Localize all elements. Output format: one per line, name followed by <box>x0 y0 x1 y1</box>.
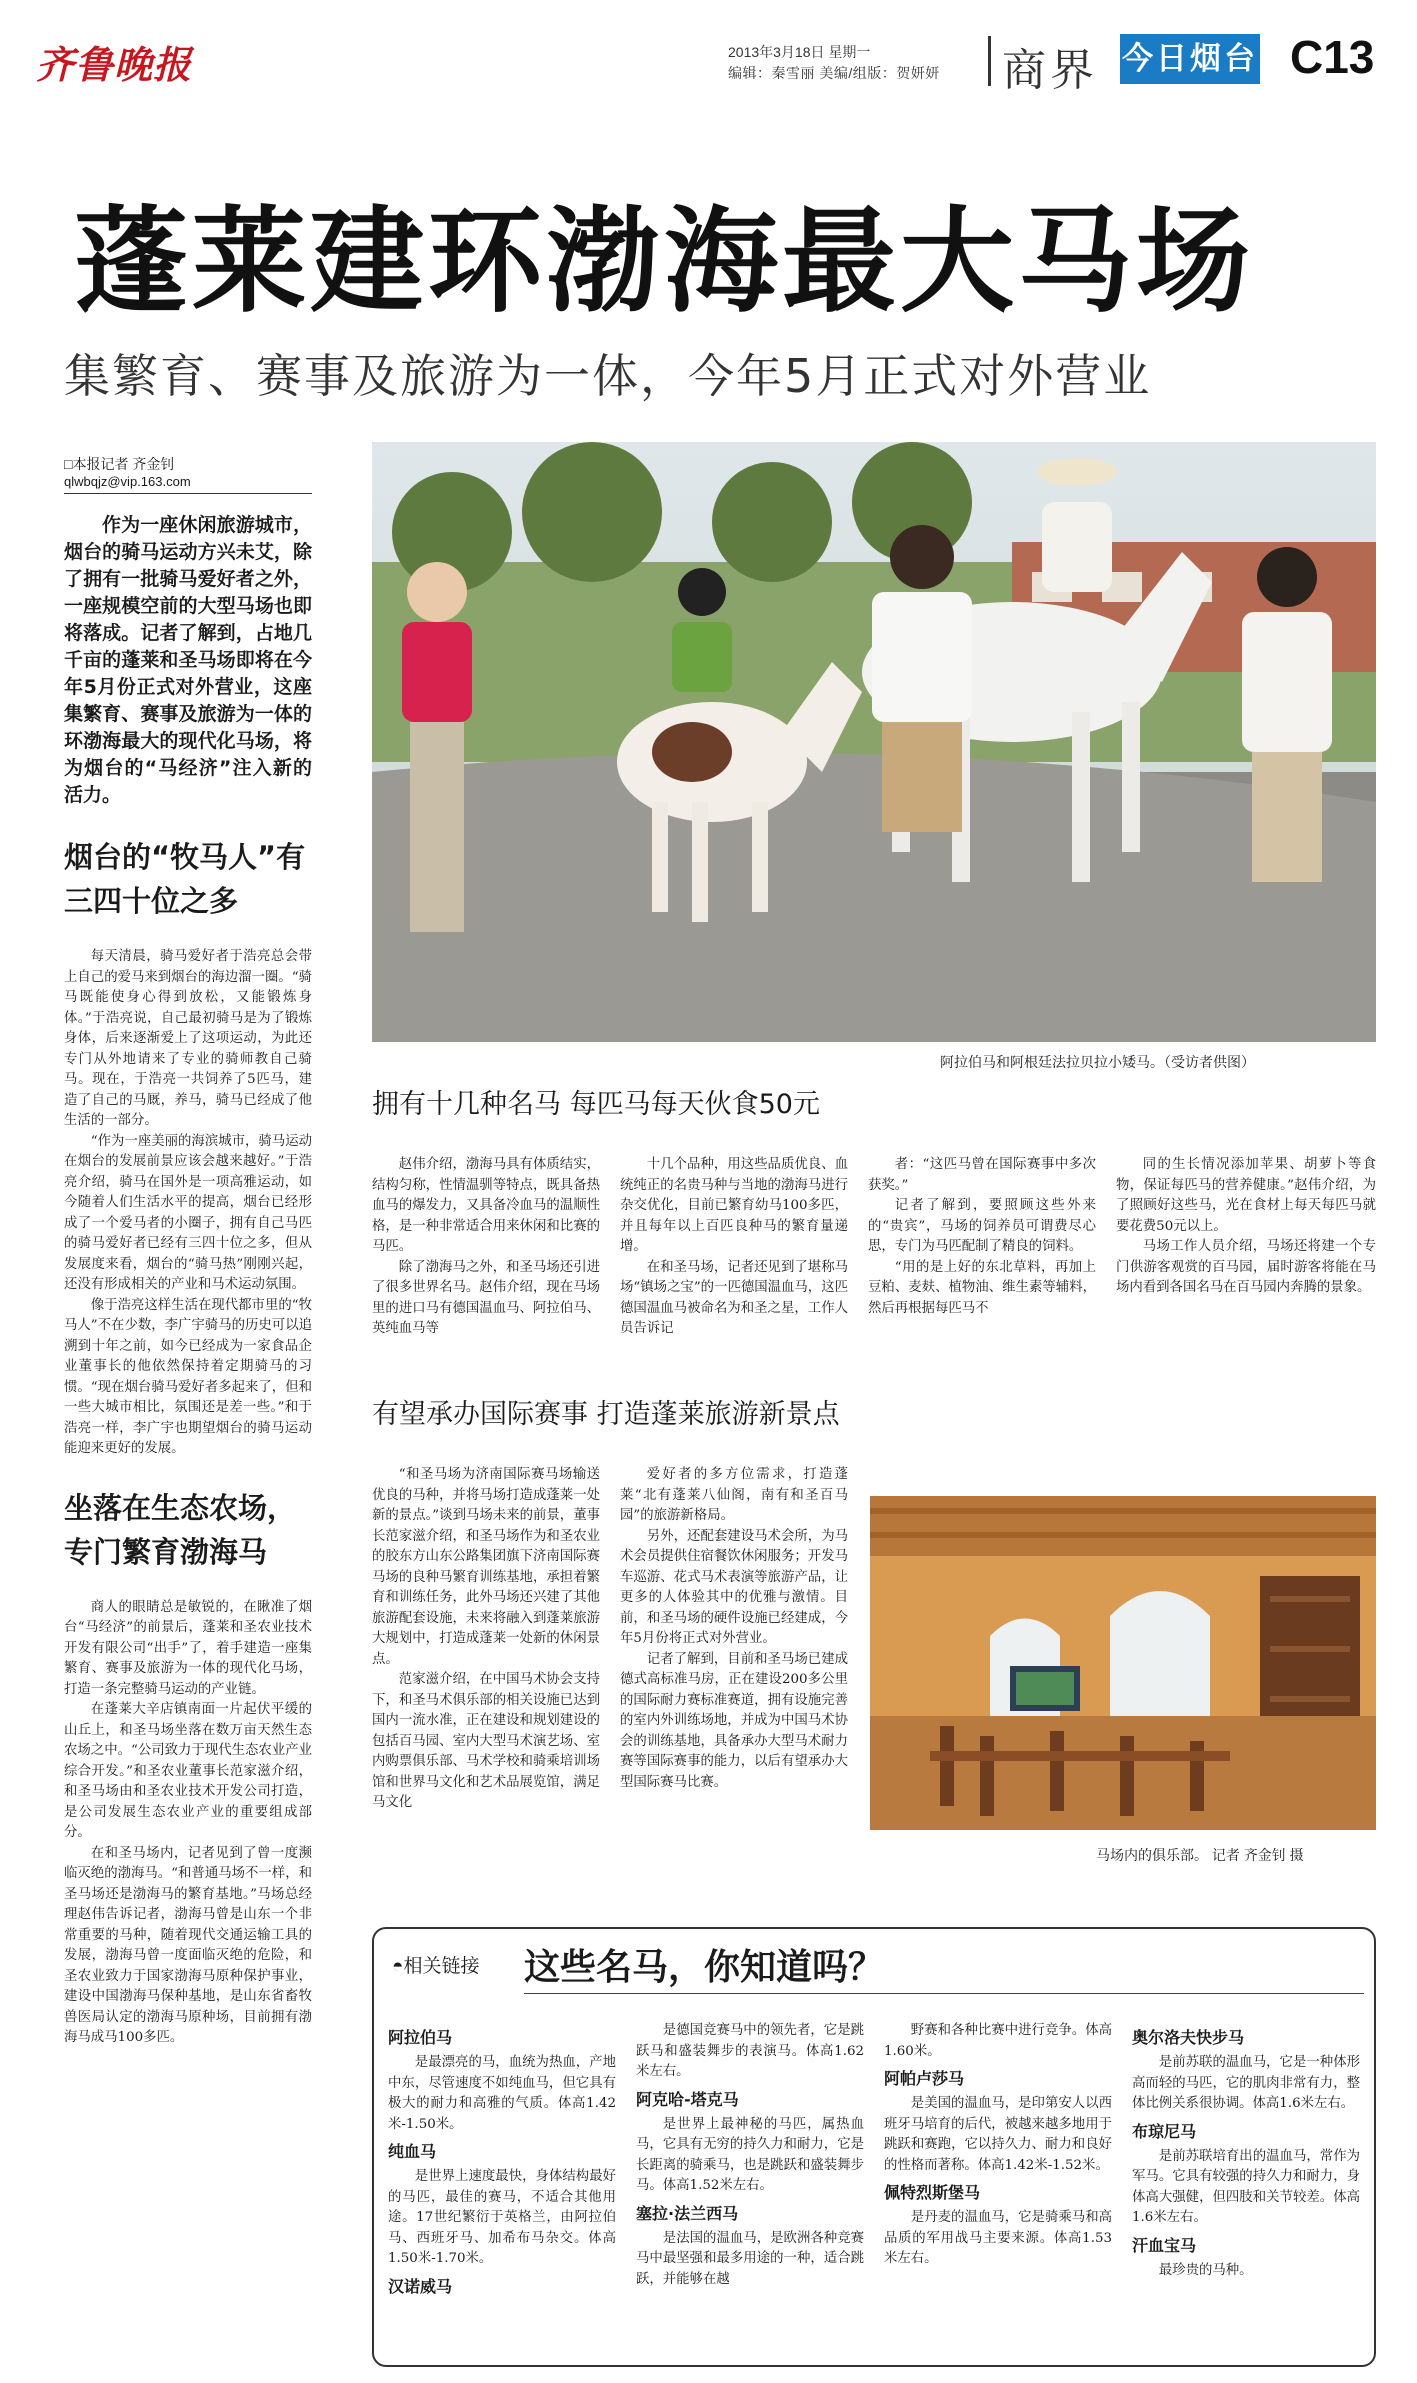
club-photo-illustration <box>870 1496 1376 1830</box>
section1-paragraph: “作为一座美丽的海滨城市，骑马运动在烟台的发展前景应该会越来越好。”于浩亮介绍，骑马在国外是一项高雅运动，如今随着人们生活水平的提高，烟台已经形成了一个爱马者的小圈子，拥有自己马匹的骑马爱好者已经有三四十位之多，但从发展度来看，烟台的“骑马热”刚刚兴起，还没有形成相关的产业和马术运动氛围。 <box>64 1133 312 1292</box>
section1-title: 烟台的“牧马人”有三四十位之多 <box>64 840 306 918</box>
mid2-col-1 <box>372 1465 600 1814</box>
horse-breed-description: 最珍贵的马种。 <box>1158 2262 1253 2278</box>
club-photo <box>870 1496 1376 1830</box>
box-col-3 <box>884 2021 1112 2270</box>
byline-text: 本报记者 齐金钊 <box>72 456 175 472</box>
mid1-paragraph: 同的生长情况添加苹果、胡萝卜等食物，保证每匹马的营养健康。”赵伟介绍，为了照顾好这些马，光在食材上每天每匹马就要花费50元以上。 <box>1116 1157 1376 1234</box>
byline: □本报记者 齐金钊 <box>64 456 175 472</box>
box-rule <box>524 1993 1364 1994</box>
horse-breed-name: 汗血宝马 <box>1132 2235 1197 2255</box>
mid1-paragraph: 在和圣马场，记者还见到了堪称马场“镇场之宝”的一匹德国温血马，这匹德国温血马被命名为和圣之星，工作人员告诉记 <box>620 1259 848 1336</box>
mid2-paragraph: 记者了解到，目前和圣马场已建成德式高标准马房，正在建设200多公里的国际耐力赛标准赛道，拥有设施完善的室内外训练场地，并成为中国马术协会的训练基地，具备承办大型马术耐力赛等国际赛事的能力，以后有望承办大型国际赛马比赛。 <box>620 1651 848 1790</box>
mid2-paragraph: 范家滋介绍，在中国马术协会支持下，和圣马术俱乐部的相关设施已达到国内一流水准，正在建设和规划建设的包括百马园、室内大型马术演艺场、室内购票俱乐部、马术学校和骑乘培训场馆和世界马文化和艺术品展览馆，满足马文化 <box>372 1672 600 1810</box>
horse-breed-description: 是世界上速度最快，身体结构最好的马匹，最佳的赛马，不适合其他用途。17世纪繁衍于英格兰，由阿拉伯马、西班牙马、加希布马杂交。体高1.50米-1.70米。 <box>388 2169 616 2266</box>
page-number: C13 <box>1290 31 1375 83</box>
photo2-caption: 马场内的俱乐部。 记者 齐金钊 摄 <box>1096 1847 1304 1863</box>
horse-photo-illustration <box>372 442 1376 1042</box>
horse-breed-description: 是法国的温血马，是欧洲各种竞赛马中最坚强和最多用途的一种，适合跳跃，并能够在越 <box>636 2230 864 2287</box>
horse-breed-name: 阿克哈-塔克马 <box>636 2089 739 2109</box>
section2-body <box>64 1598 312 2049</box>
mid1-paragraph: 者：“这匹马曾在国际赛事中多次获奖。” <box>868 1157 1096 1193</box>
reporter-email: qlwbqjz@vip.163.com <box>64 474 312 494</box>
horse-breed-name: 佩特烈斯堡马 <box>884 2183 981 2202</box>
mid1-col-1 <box>372 1155 600 1340</box>
section1-paragraph: 像于浩亮这样生活在现代都市里的“牧马人”不在少数，李广宇骑马的历史可以追溯到十年之前，如今已经成为一家食品企业董事长的他依然保持着定期骑马的习惯。“现在烟台骑马爱好者多起来了，但和一些大城市相比，氛围还是差一些。”和于浩亮一样，李广宇也期望烟台的骑马运动能迎来更好的发展。 <box>64 1297 312 1456</box>
subheadline: 集繁育、赛事及旅游为一体，今年5月正式对外营业 <box>64 349 1152 403</box>
newspaper-logo: 齐鲁晚报 <box>36 42 193 87</box>
link-icon: ◓ <box>392 1956 404 1977</box>
headline: 蓬莱建环渤海最大马场 <box>74 195 1255 328</box>
horse-breed-name: 汉诺威马 <box>388 2276 453 2296</box>
horse-breed-description: 是世界上最神秘的马匹，属热血马，它具有无穷的持久力和耐力，它是长距离的骑乘马，也是跳跃和盛装舞步马。体高1.52米左右。 <box>636 2116 864 2193</box>
date-block <box>728 42 940 84</box>
horse-breed-name: 塞拉·法兰西马 <box>636 2203 739 2223</box>
horse-breed-description: 是前苏联培育出的温血马，常作为军马。它具有较强的持久力和耐力，身体高大强健，但四肢和关节较差。体高1.6米左右。 <box>1132 2148 1360 2225</box>
section2-title: 坐落在生态农场，专门繁育渤海马 <box>64 1490 297 1569</box>
header-divider <box>988 36 991 86</box>
section-name: 商界 <box>1002 46 1098 95</box>
horse-breed-name: 阿帕卢莎马 <box>884 2069 965 2088</box>
box-tag-text: 相关链接 <box>403 1956 480 1977</box>
section1-body <box>64 947 312 1460</box>
box-tag <box>392 1951 480 1978</box>
horse-breed-description: 是丹麦的温血马，它是骑乘马和高品质的军用战马主要来源。体高1.53米左右。 <box>884 2210 1112 2266</box>
edition-badge: 今日烟台 <box>1120 34 1260 84</box>
horse-breed-description: 是德国竞赛马中的领先者，它是跳跃马和盛装舞步的表演马。体高1.62米左右。 <box>636 2023 864 2079</box>
horse-breed-description: 是美国的温血马，是印第安人以西班牙马培育的后代，被越来越多地用于跳跃和赛跑，它以持久力、耐力和良好的性格而著称。体高1.42米-1.52米。 <box>884 2096 1112 2173</box>
mid2-paragraph: “和圣马场为济南国际赛马场输送优良的马种，并将马场打造成蓬莱一处新的景点。”谈到马场未来的前景，董事长范家滋介绍，和圣马场作为和圣农业的胶东方山东公路集团旗下济南国际赛马场的良种马繁育训练基地，承担着繁育和训练任务，此外马场还兴建了其他旅游配套设施，未来将融入到蓬莱旅游大规划中，打造成蓬莱一处新的休闲景点。 <box>372 1467 600 1667</box>
mid1-paragraph: 除了渤海马之外，和圣马场还引进了很多世界名马。赵伟介绍，现在马场里的进口马有德国温血马、阿拉伯马、英纯血马等 <box>372 1259 600 1336</box>
mid2-paragraph: 另外，还配套建设马术会所，为马术会员提供住宿餐饮休闲服务；开发马车巡游、花式马术表演等旅游产品，让更多的人体验其中的优雅与激情。目前，和圣马场的硬件设施已经建成，今年5月份将正式对外营业。 <box>620 1528 848 1646</box>
horse-breed-description: 是前苏联的温血马，它是一种体形高而轻的马匹，它的肌肉非常有力，整体比例关系很协调。体高1.6米左右。 <box>1132 2055 1360 2111</box>
section2-paragraph: 在蓬莱大辛店镇南面一片起伏平缓的山丘上，和圣马场坐落在数万亩天然生态农场之中。“公司致力于现代生态农业产业综合开发。”和圣农业董事长范家滋介绍，和圣马场由和圣农业技术开发公司打造，是公司发展生态农业产业的重要组成部分。 <box>64 1702 312 1840</box>
mid1-paragraph: 记者了解到，要照顾这些外来的“贵宾”，马场的饲养员可谓费尽心思，专门为马匹配制了精良的饲料。 <box>868 1198 1096 1254</box>
mid1-paragraph: 赵伟介绍，渤海马具有体质结实，结构匀称，性情温驯等特点，既具备热血马的爆发力，又具备冷血马的温顺性格，是一种非常适合用来休闲和比赛的马匹。 <box>372 1157 600 1254</box>
mid1-title: 拥有十几种名马 每匹马每天伙食50元 <box>372 1089 820 1120</box>
masthead <box>0 0 1417 95</box>
mid1-col-2 <box>620 1155 848 1340</box>
mid1-paragraph: “用的是上好的东北草料，再加上豆粕、麦麸、植物油、维生素等辅料，然后再根据每匹马不 <box>868 1259 1096 1316</box>
mid1-paragraph: 十几个品种，用这些品质优良、血统纯正的名贵马种与当地的渤海马进行杂交优化，目前已繁育幼马100多匹，并且每年以上百匹良种马的繁育量递增。 <box>620 1157 848 1254</box>
mid2-paragraph: 爱好者的多方位需求，打造蓬莱“北有蓬莱八仙阁，南有和圣百马园”的旅游新格局。 <box>620 1467 848 1523</box>
mid2-title: 有望承办国际赛事 打造蓬莱旅游新景点 <box>372 1399 840 1430</box>
lead-paragraph: 作为一座休闲旅游城市，烟台的骑马运动方兴未艾，除了拥有一批骑马爱好者之外，一座规模空前的大型马场也即将落成。记者了解到，占地几千亩的蓬莱和圣马场即将在今年5月份正式对外营业，这座集繁育、赛事及旅游为一体的环渤海最大的现代化马场，将为烟台的“马经济”注入新的活力。 <box>64 514 312 806</box>
photo1-caption: 阿拉伯马和阿根廷法拉贝拉小矮马。（受访者供图） <box>940 1054 1255 1070</box>
horse-breed-name: 奥尔洛夫快步马 <box>1132 2028 1245 2047</box>
section2-paragraph: 商人的眼睛总是敏锐的，在瞅准了烟台“马经济”的前景后，蓬莱和圣农业技术开发有限公司“出手”了，着手建造一座集繁育、赛事及旅游为一体的现代化马场，打造一条完整骑马运动的产业链。 <box>64 1599 312 1697</box>
section2-paragraph: 在和圣马场内，记者见到了曾一度濒临灭绝的渤海马。“和普通马场不一样，和圣马场还是渤海马的繁育基地。”马场总经理赵伟告诉记者，渤海马曾是山东一个非常重要的马种，随着现代交通运输工具的发展，渤海马曾一度面临灭绝的危险，和圣农业致力于国家渤海马原种保护事业，建设中国渤海马保种基地，是山东省畜牧兽医局认定的渤海马原种场，目前拥有渤海马成马100多匹。 <box>64 1845 312 2045</box>
horse-breed-description: 野赛和各种比赛中进行竞争。体高1.60米。 <box>884 2023 1112 2059</box>
box-col-2 <box>636 2021 864 2290</box>
section1-paragraph: 每天清晨，骑马爱好者于浩亮总会带上自己的爱马来到烟台的海边溜一圈。“骑马既能使身心得到放松，又能锻炼身体。”于浩亮说，自己最初骑马是为了锻炼身体，后来逐渐爱上了这项运动，为此还专门从外地请来了专业的骑师教自己骑马。现在，于浩亮一共饲养了5匹马，建造了自己的马厩，养马，骑马已经成了他生活的一部分。 <box>64 949 312 1128</box>
mid2-col-2 <box>620 1465 848 1793</box>
left-column <box>64 455 312 2049</box>
mid1-paragraph: 马场工作人员介绍，马场还将建一个专门供游客观赏的百马园，届时游客将能在马场内看到各国名马在百马园内奔腾的景象。 <box>1116 1239 1376 1295</box>
editor-line: 编辑：秦雪丽 美编/组版：贺妍妍 <box>728 65 940 81</box>
mid1-col-4 <box>1116 1155 1376 1299</box>
mid1-col-3 <box>868 1155 1096 1319</box>
horse-breed-name: 阿拉伯马 <box>388 2028 453 2047</box>
horse-breed-name: 纯血马 <box>388 2142 437 2161</box>
horse-breed-name: 布琼尼马 <box>1132 2121 1197 2141</box>
box-col-4 <box>1132 2021 1360 2281</box>
horse-photo <box>372 442 1376 1042</box>
box-title: 这些名马，你知道吗？ <box>524 1947 885 1988</box>
box-col-1 <box>388 2021 616 2302</box>
related-links-box <box>372 1927 1376 2367</box>
date-line: 2013年3月18日 星期一 <box>728 44 871 60</box>
horse-breed-description: 是最漂亮的马，血统为热血，产地中东，尽管速度不如纯血马，但它具有极大的耐力和高雅的气质。体高1.42米-1.50米。 <box>388 2055 616 2132</box>
